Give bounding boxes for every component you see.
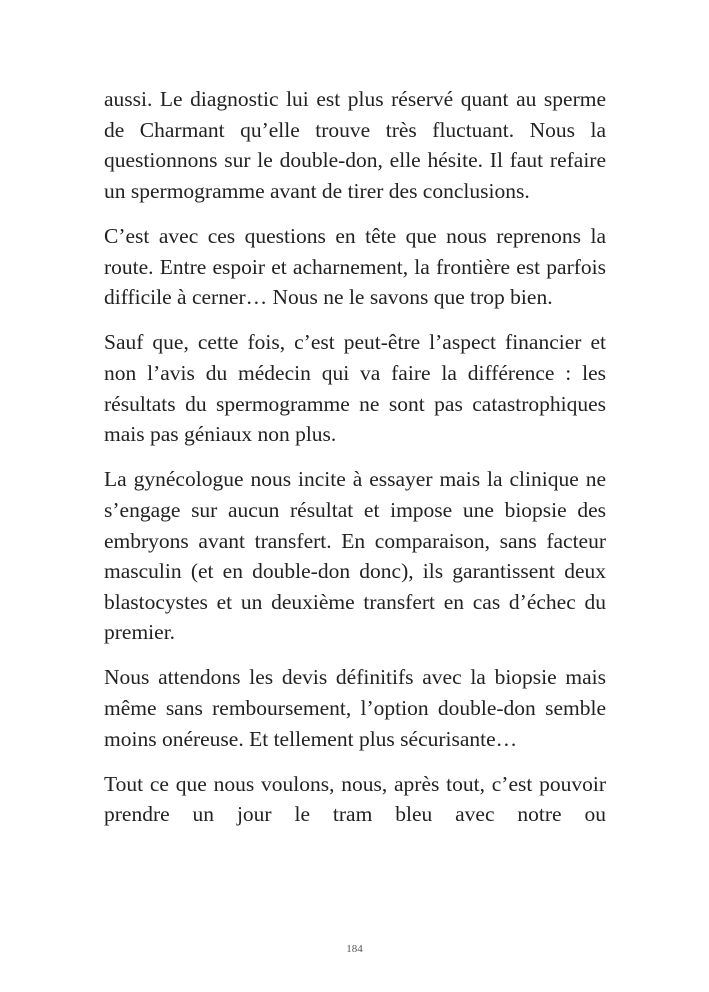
paragraph-3: Sauf que, cette fois, c’est peut-être l’aspect financier et non l’avis du médecin qui va faire la différence : les résultats du spermogramme ne sont pas catastrophiques mais pas géniaux non plus. (104, 330, 606, 447)
page-number: 184 (346, 943, 363, 955)
paragraph-5: Nous attendons les devis définitifs avec la biopsie mais même sans remboursement, l’option double-don semble moins onéreuse. Et tellement plus sécurisante… (104, 665, 606, 751)
body-text (104, 84, 606, 845)
paragraph-4: La gynécologue nous incite à essayer mais la clinique ne s’engage sur aucun résultat et impose une biopsie des embryons avant transfert. En comparaison, sans facteur masculin (et en double-don donc), ils garantissent deux blastocystes et un deuxième transfert en cas d’échec du premier. (104, 467, 606, 645)
paragraph-2: C’est avec ces questions en tête que nous reprenons la route. Entre espoir et acharnement, la frontière est parfois difficile à cerner… Nous ne le savons que trop bien. (104, 223, 606, 310)
paragraph-6: Tout ce que nous voulons, nous, après tout, c’est pouvoir prendre un jour le tram bleu avec notre ou (104, 771, 606, 827)
paragraph-1: aussi. Le diagnostic lui est plus réservé quant au sperme de Charmant qu’elle trouve très fluctuant. Nous la questionnons sur le double-don, elle hésite. Il faut refaire un spermogramme avant de tirer des conclusions. (104, 87, 606, 203)
